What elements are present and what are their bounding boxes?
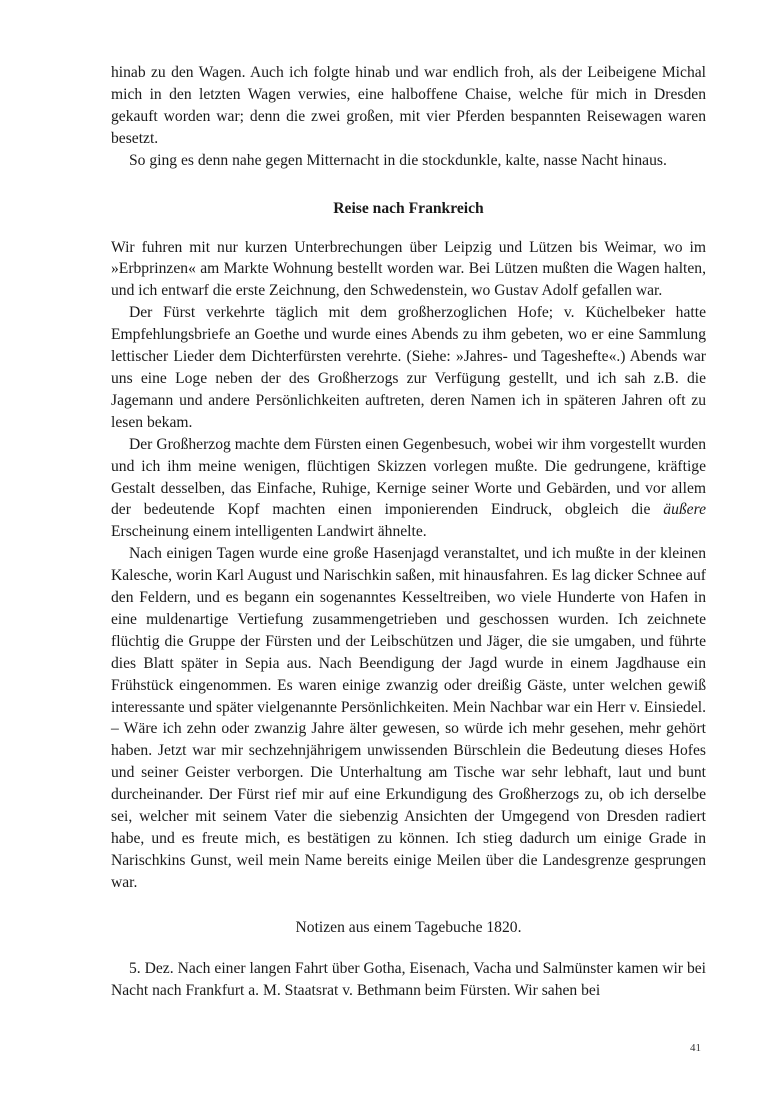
page-number: 41	[690, 1042, 701, 1054]
diary-text	[111, 958, 706, 1002]
paragraph: So ging es denn nahe gegen Mitternacht in die stockdunkle, kalte, nasse Nacht hinaus.	[129, 151, 667, 169]
text-run: Der Großherzog machte dem Fürsten einen Gegenbesuch, wobei wir ihm vorgestellt wurden und ich ihm meine wenigen, flüchtigen Skizzen vorlegen mußte. Die gedrungene, kräftige Gestalt desselben, das Einfache, Ruhige, Kernige seiner Worte und Gebärden, und vor allem der bedeutende Kopf machten einen imponierenden Eindruck, obgleich die	[111, 435, 706, 519]
paragraph: hinab zu den Wagen. Auch ich folgte hinab und war endlich froh, als der Leibeigene Michal mich in den letzten Wagen verwies, eine halboffene Chaise, welche für mich in Dresden gekauft worden war; denn die zwei großen, mit vier Pferden bespannten Reisewagen waren besetzt.	[111, 64, 706, 147]
paragraph: 5. Dez. Nach einer langen Fahrt über Gotha, Eisenach, Vacha und Salmünster kamen wir bei Nacht nach Frankfurt a. M. Staatsrat v. Bethmann beim Fürsten. Wir sahen bei	[111, 959, 706, 999]
emphasis: äußere	[663, 501, 706, 519]
diary-heading: Notizen aus einem Tagebuche 1820.	[295, 918, 522, 936]
page-body	[111, 62, 706, 1002]
section-text	[111, 237, 706, 894]
text-run: Erscheinung einem intelligenten Landwirt ähnelte.	[111, 523, 427, 541]
section-heading: Reise nach Frankreich	[333, 199, 484, 217]
paragraph: Wir fuhren mit nur kurzen Unterbrechungen über Leipzig und Lützen bis Weimar, wo im »Erbprinzen« am Markte Wohnung bestellt worden war. Bei Lützen mußten die Wagen halten, und ich entwarf die erste Zeichnung, den Schwedenstein, wo Gustav Adolf gefallen war.	[111, 238, 706, 300]
paragraph: Nach einigen Tagen wurde eine große Hasenjagd veranstaltet, und ich mußte in der kleinen Kalesche, worin Karl August und Narischkin saßen, mit hinausfahren. Es lag dicker Schnee auf den Feldern, und es begann ein sogenanntes Kesseltreiben, wo viele Hunderte von Hafen in eine muldenartige Vertiefung zusammengetrieben und geschossen wurden. Ich zeichnete flüchtig die Gruppe der Fürsten und der Leibschützen und Jäger, die sie umgaben, und führte dies Blatt später in Sepia aus. Nach Beendigung der Jagd wurde in einem Jagdhause ein Frühstück eingenommen. Es waren einige zwanzig oder dreißig Gäste, unter welchen gewiß interessante und später vielgenannte Persönlichkeiten. Mein Nachbar war ein Herr v. Einsiedel. – Wäre ich zehn oder zwanzig Jahre älter gewesen, so würde ich mehr gesehen, mehr gehört haben. Jetzt war mir sechzehnjährigem unwissenden Bürschlein die Bedeutung dieses Hofes und seiner Geister verborgen. Die Unterhaltung am Tische war sehr lebhaft, laut und bunt durcheinander. Der Fürst rief mir auf eine Erkundigung des Großherzogs zu, ob ich derselbe sei, welcher mit seinem Vater die siebenzig Ansichten der Umgegend von Dresden radiert habe, und es freute mich, es bestätigen zu können. Ich stieg dadurch um einige Grade in Narischkins Gunst, weil mein Name bereits einige Meilen über die Landesgrenze gesprungen war.	[111, 545, 706, 891]
paragraph	[111, 434, 706, 544]
paragraph: Der Fürst verkehrte täglich mit dem großherzoglichen Hofe; v. Küchelbeker hatte Empfehlungsbriefe an Goethe und wurde eines Abends zu ihm gebeten, wo er eine Sammlung lettischer Lieder dem Dichterfürsten verehrte. (Siehe: »Jahres- und Tageshefte«.) Abends war uns eine Loge neben der des Großherzogs zur Verfügung gestellt, und ich sah z.B. die Jagemann und andere Persönlichkeiten auftreten, deren Namen ich in späteren Jahren oft zu lesen bekam.	[111, 304, 706, 431]
opening-text	[111, 62, 706, 172]
